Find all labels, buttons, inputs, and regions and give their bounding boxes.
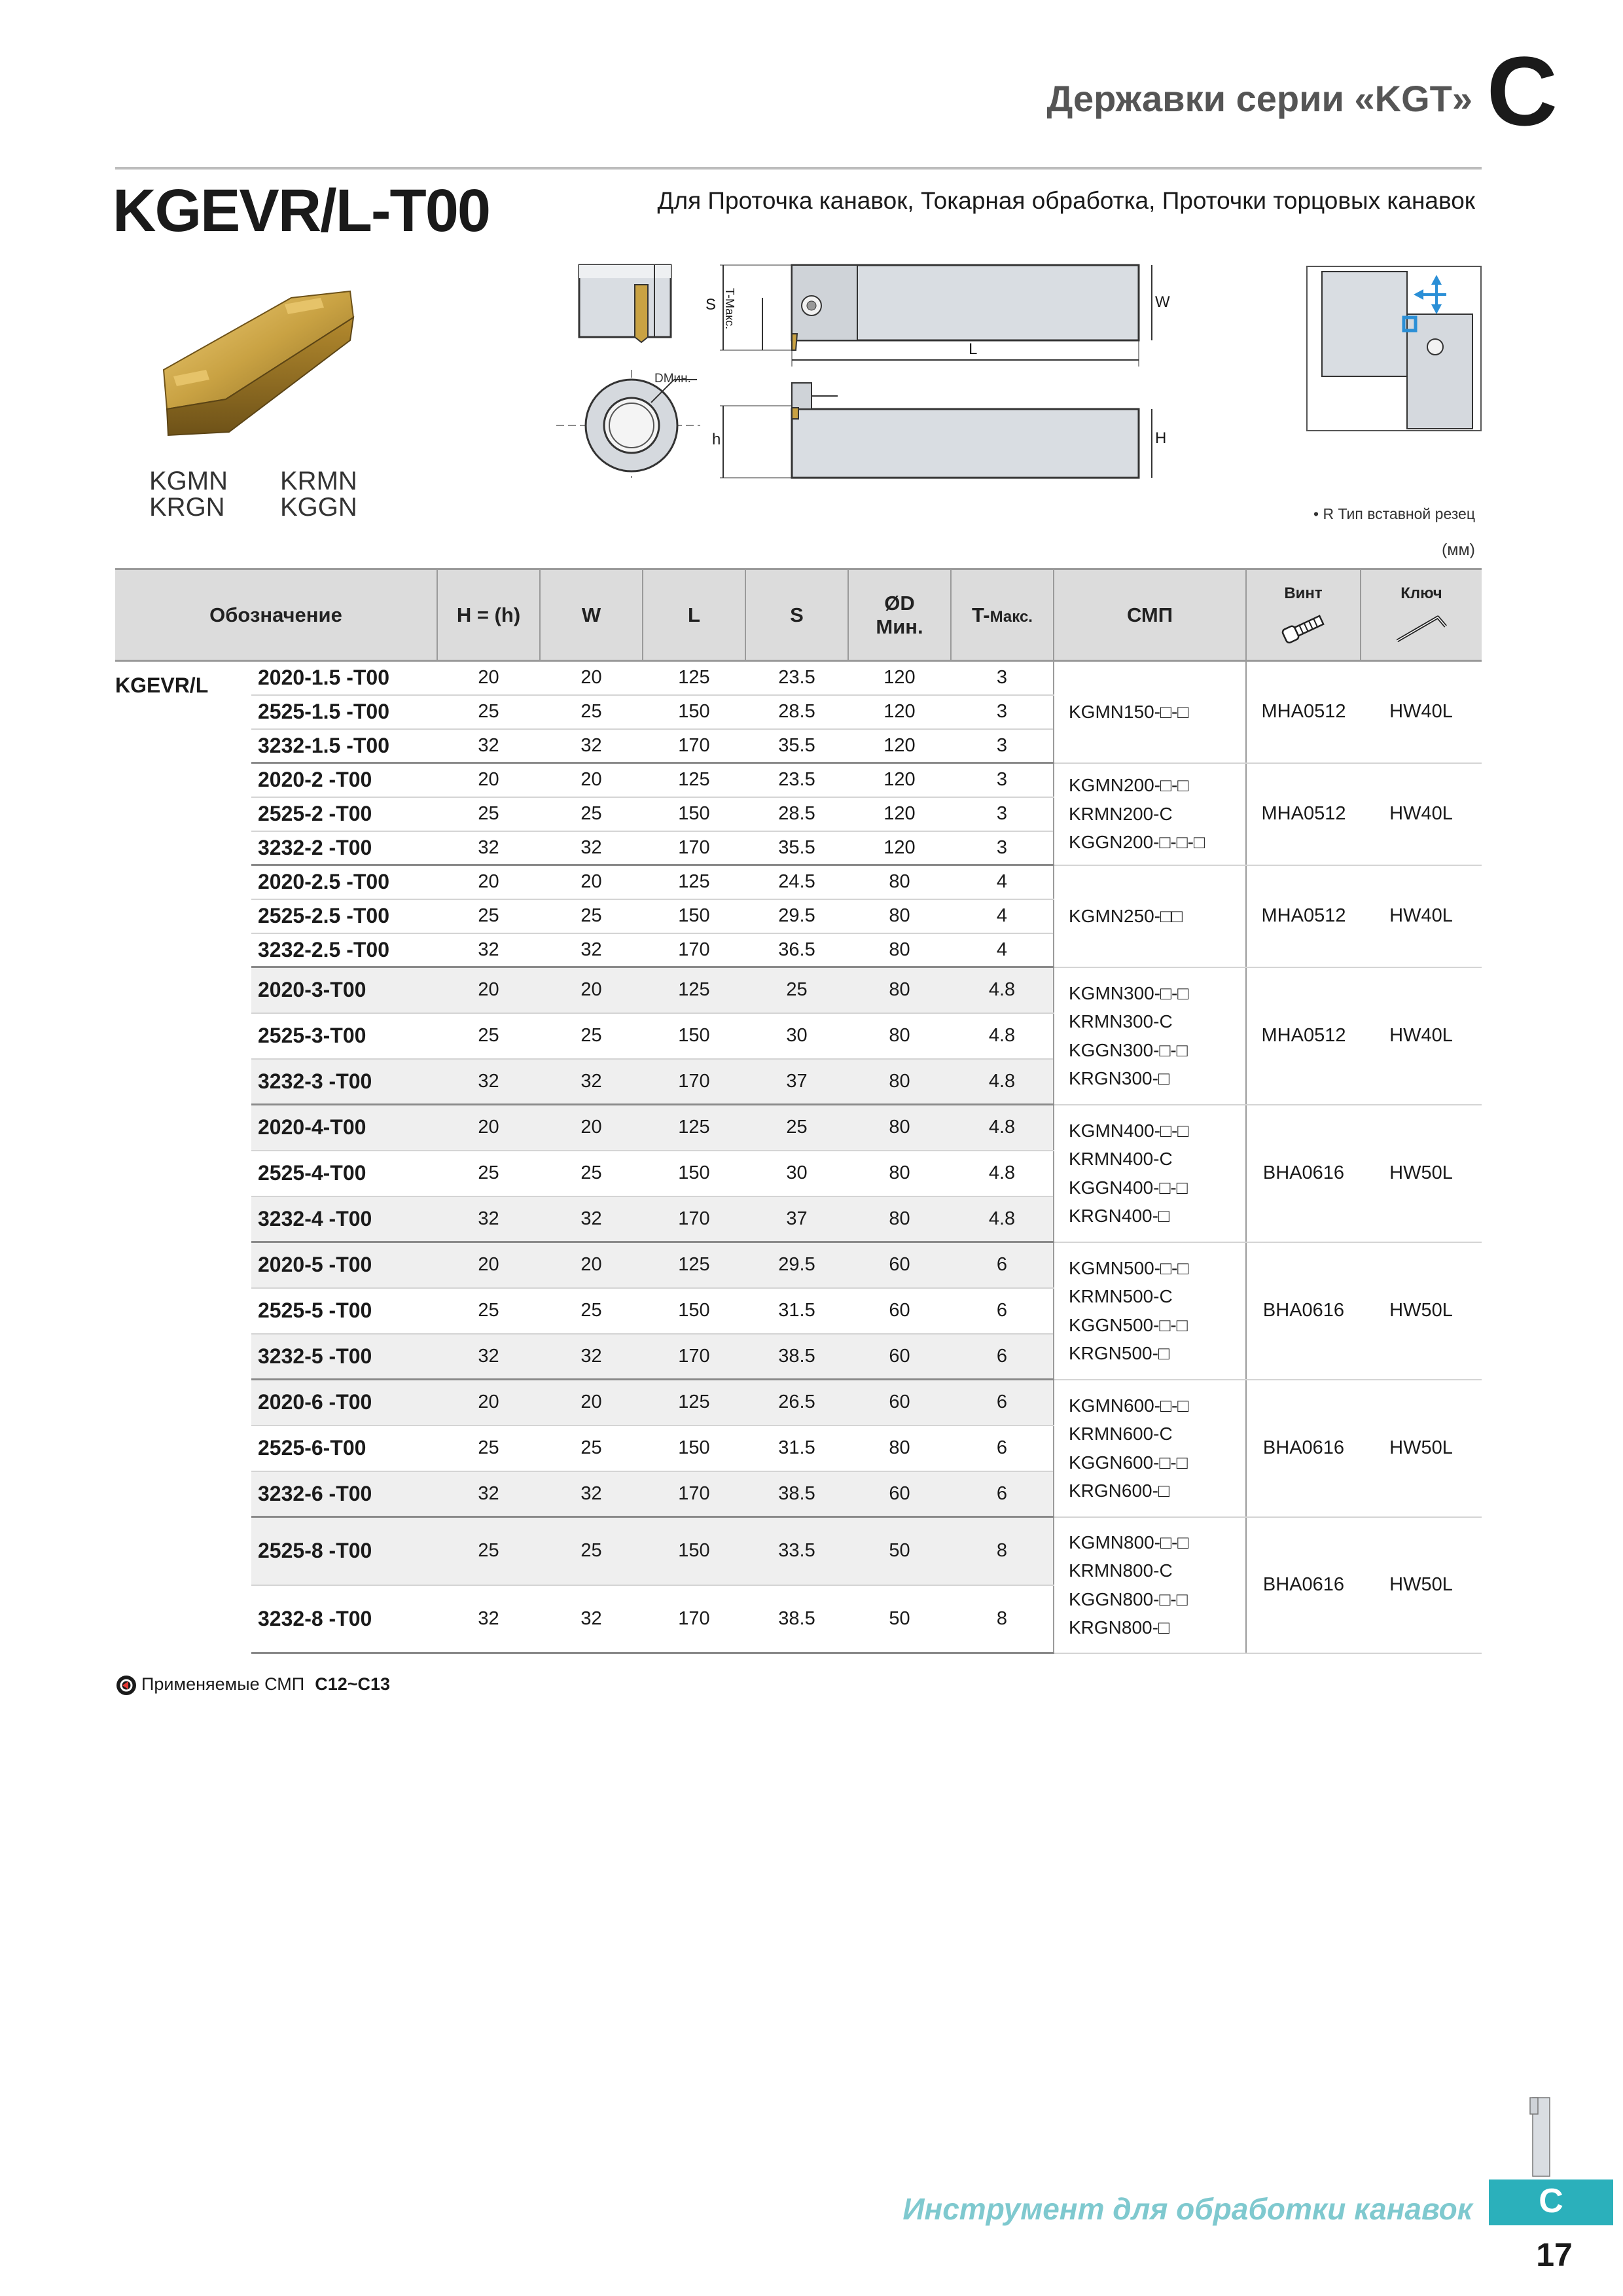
dimension-s: S: [705, 296, 717, 314]
insert-designation: KGMN600-□-□: [1069, 1395, 1189, 1416]
cell-d: 60: [848, 1288, 951, 1334]
cell-t: 3: [951, 831, 1054, 865]
cell-l: 170: [643, 831, 745, 865]
item-code: 2525-4-T00: [251, 1151, 437, 1196]
cell-l: 125: [643, 1380, 745, 1426]
cell-t: 3: [951, 661, 1054, 695]
cell-d: 80: [848, 899, 951, 933]
cell-l: 170: [643, 729, 745, 763]
cell-w: 32: [540, 729, 643, 763]
insert-code: KRMN: [280, 467, 357, 495]
item-code: 2525-2 -T00: [251, 797, 437, 831]
cell-d: 80: [848, 1426, 951, 1471]
screw-code: MHA0512: [1246, 865, 1361, 967]
cell-l: 170: [643, 1471, 745, 1517]
cell-h: 20: [437, 763, 540, 797]
header-s: S: [745, 569, 848, 661]
cell-s: 26.5: [745, 1380, 848, 1426]
cell-d: 80: [848, 1013, 951, 1059]
insert-designation: KRGN300-□: [1069, 1067, 1169, 1088]
compatible-inserts: [1054, 1242, 1246, 1380]
cell-t: 6: [951, 1242, 1054, 1288]
key-code: HW50L: [1361, 1242, 1482, 1380]
item-code: 3232-5 -T00: [251, 1334, 437, 1380]
cell-h: 25: [437, 695, 540, 729]
insert-designation: KGGN600-□-□: [1069, 1452, 1188, 1473]
cell-w: 32: [540, 1059, 643, 1105]
cell-h: 32: [437, 933, 540, 967]
cell-t: 6: [951, 1288, 1054, 1334]
screw-icon: [1277, 612, 1330, 645]
insert-designation: KGMN400-□-□: [1069, 1120, 1189, 1141]
cell-l: 125: [643, 1242, 745, 1288]
table-row: [115, 1242, 1482, 1288]
insert-designation: KRGN400-□: [1069, 1205, 1169, 1226]
table-row: [115, 661, 1482, 695]
item-code: 3232-4 -T00: [251, 1196, 437, 1242]
d-min-label: DМин.: [654, 372, 691, 386]
cell-s: 28.5: [745, 695, 848, 729]
cell-h: 32: [437, 1334, 540, 1380]
cell-d: 120: [848, 763, 951, 797]
cell-s: 28.5: [745, 797, 848, 831]
insert-designation: KGMN150-□-□: [1069, 702, 1189, 723]
footer-section-badge: C: [1489, 2179, 1613, 2225]
compatible-inserts: [1054, 1517, 1246, 1653]
insert-designation: KRMN800-C: [1069, 1560, 1173, 1581]
compatible-inserts: [1054, 763, 1246, 865]
insert-designation: KRMN300-C: [1069, 1011, 1173, 1032]
insert-designation: KRMN500-C: [1069, 1286, 1173, 1307]
cell-h: 20: [437, 1380, 540, 1426]
cell-l: 170: [643, 1334, 745, 1380]
header-smp: СМП: [1054, 569, 1246, 661]
cell-t: 4.8: [951, 1105, 1054, 1151]
insert-code: KGGN: [280, 493, 357, 522]
cell-w: 20: [540, 661, 643, 695]
item-code: 2020-2 -T00: [251, 763, 437, 797]
table-row: [115, 1105, 1482, 1151]
header-screw: [1246, 569, 1361, 661]
header-d-line2: Мин.: [876, 615, 923, 638]
screw-code: BHA0616: [1246, 1380, 1361, 1517]
cell-w: 20: [540, 967, 643, 1013]
item-code: 2525-6-T00: [251, 1426, 437, 1471]
cell-d: 60: [848, 1334, 951, 1380]
cell-d: 80: [848, 1105, 951, 1151]
key-code: HW40L: [1361, 661, 1482, 763]
cell-t: 3: [951, 763, 1054, 797]
key-code: HW40L: [1361, 763, 1482, 865]
cell-t: 6: [951, 1380, 1054, 1426]
item-code: 3232-1.5 -T00: [251, 729, 437, 763]
header-t-prefix: T-: [972, 603, 990, 626]
cell-l: 150: [643, 695, 745, 729]
cell-d: 80: [848, 865, 951, 899]
cell-w: 25: [540, 1013, 643, 1059]
insert-designation: KRMN200-C: [1069, 803, 1173, 824]
item-code: 2020-2.5 -T00: [251, 865, 437, 899]
screw-code: MHA0512: [1246, 661, 1361, 763]
cell-t: 4.8: [951, 1151, 1054, 1196]
footer-section-title: Инструмент для обработки канавок: [902, 2192, 1472, 2226]
item-code: 3232-6 -T00: [251, 1471, 437, 1517]
cell-t: 8: [951, 1585, 1054, 1653]
cell-w: 32: [540, 933, 643, 967]
header-key: [1361, 569, 1482, 661]
dimension-h-small: h: [712, 431, 721, 448]
cell-w: 20: [540, 1380, 643, 1426]
header-d-line1: ØD: [884, 591, 915, 615]
cell-d: 80: [848, 1196, 951, 1242]
header-screw-label: Винт: [1284, 584, 1323, 602]
cell-l: 150: [643, 1517, 745, 1585]
cell-d: 60: [848, 1471, 951, 1517]
cell-d: 120: [848, 797, 951, 831]
insert-designation: KGMN250-□□: [1069, 905, 1183, 926]
cell-s: 35.5: [745, 729, 848, 763]
table-row: [115, 1517, 1482, 1585]
cell-w: 20: [540, 1105, 643, 1151]
cell-t: 6: [951, 1426, 1054, 1471]
cell-w: 25: [540, 797, 643, 831]
key-code: HW40L: [1361, 967, 1482, 1105]
cell-d: 80: [848, 933, 951, 967]
section-title: Державки серии «KGT»: [1046, 78, 1472, 119]
cell-d: 120: [848, 729, 951, 763]
cell-l: 125: [643, 865, 745, 899]
cell-w: 32: [540, 1585, 643, 1653]
item-code: 2020-3-T00: [251, 967, 437, 1013]
cell-s: 25: [745, 967, 848, 1013]
cell-s: 29.5: [745, 1242, 848, 1288]
item-code: 2525-8 -T00: [251, 1517, 437, 1585]
cell-t: 4: [951, 899, 1054, 933]
item-code: 3232-2.5 -T00: [251, 933, 437, 967]
insert-designation: KRMN600-C: [1069, 1424, 1173, 1444]
cell-l: 170: [643, 1059, 745, 1105]
insert-designation: KGGN200-□-□-□: [1069, 832, 1205, 853]
cell-s: 37: [745, 1196, 848, 1242]
cell-t: 4.8: [951, 1059, 1054, 1105]
cell-h: 25: [437, 1013, 540, 1059]
insert-designation: KGGN300-□-□: [1069, 1039, 1188, 1060]
cell-t: 4: [951, 865, 1054, 899]
cell-d: 80: [848, 1151, 951, 1196]
cell-t: 6: [951, 1334, 1054, 1380]
cell-l: 170: [643, 933, 745, 967]
cell-l: 150: [643, 1426, 745, 1471]
cell-l: 150: [643, 797, 745, 831]
cell-s: 30: [745, 1151, 848, 1196]
cell-h: 20: [437, 1105, 540, 1151]
insert-designation: KRGN600-□: [1069, 1480, 1169, 1501]
insert-code: KGMN: [149, 467, 228, 495]
hex-key-icon: [1392, 612, 1451, 645]
cell-l: 125: [643, 1105, 745, 1151]
reference-arrow-icon: [115, 1674, 137, 1696]
cell-h: 20: [437, 1242, 540, 1288]
cell-w: 32: [540, 1471, 643, 1517]
cell-d: 80: [848, 1059, 951, 1105]
item-code: 2525-2.5 -T00: [251, 899, 437, 933]
cell-s: 38.5: [745, 1471, 848, 1517]
cell-s: 31.5: [745, 1426, 848, 1471]
cell-d: 120: [848, 661, 951, 695]
cell-s: 36.5: [745, 933, 848, 967]
item-code: 2020-1.5 -T00: [251, 661, 437, 695]
cell-t: 4.8: [951, 1013, 1054, 1059]
section-letter: C: [1486, 36, 1558, 146]
compatible-inserts: [1054, 1105, 1246, 1242]
insert-designation: KRGN500-□: [1069, 1342, 1169, 1363]
cell-s: 29.5: [745, 899, 848, 933]
specification-table: [115, 568, 1482, 1654]
cell-l: 170: [643, 1196, 745, 1242]
table-row: [115, 865, 1482, 899]
table-row: [115, 1380, 1482, 1426]
cell-s: 23.5: [745, 763, 848, 797]
table-row: [115, 967, 1482, 1013]
cell-h: 32: [437, 729, 540, 763]
application-view: [1306, 265, 1482, 432]
cell-d: 120: [848, 695, 951, 729]
header-divider: [115, 167, 1482, 170]
header-w: W: [540, 569, 643, 661]
item-code: 2020-5 -T00: [251, 1242, 437, 1288]
header-t-suffix: Макс.: [990, 607, 1033, 626]
cell-t: 3: [951, 797, 1054, 831]
item-code: 2525-3-T00: [251, 1013, 437, 1059]
cell-s: 38.5: [745, 1585, 848, 1653]
cell-d: 60: [848, 1242, 951, 1288]
table-row: [115, 763, 1482, 797]
compatible-inserts: [1054, 967, 1246, 1105]
header-l: L: [643, 569, 745, 661]
cell-w: 25: [540, 1426, 643, 1471]
cell-s: 35.5: [745, 831, 848, 865]
product-title: KGEVR/L-T00: [113, 177, 490, 244]
table-body: [115, 661, 1482, 1653]
cell-l: 150: [643, 1013, 745, 1059]
compatible-inserts: [1054, 661, 1246, 763]
screw-code: BHA0616: [1246, 1517, 1361, 1653]
cell-w: 25: [540, 1288, 643, 1334]
dimension-l: L: [969, 340, 978, 358]
cell-t: 6: [951, 1471, 1054, 1517]
screw-code: BHA0616: [1246, 1105, 1361, 1242]
cell-h: 25: [437, 899, 540, 933]
cell-t: 8: [951, 1517, 1054, 1585]
applicable-inserts-ref[interactable]: C12~C13: [315, 1674, 391, 1695]
holder-top-view: [700, 259, 1198, 484]
applicable-inserts-label: Применяемые СМП: [141, 1674, 305, 1695]
dimension-t-max: T-Макс.: [723, 288, 736, 330]
cell-w: 25: [540, 1151, 643, 1196]
cell-s: 33.5: [745, 1517, 848, 1585]
cell-w: 25: [540, 1517, 643, 1585]
series-name: KGEVR/L: [115, 673, 209, 697]
item-code: 3232-2 -T00: [251, 831, 437, 865]
cell-h: 20: [437, 661, 540, 695]
cell-d: 60: [848, 1380, 951, 1426]
cell-l: 125: [643, 763, 745, 797]
cell-l: 150: [643, 1151, 745, 1196]
cell-h: 20: [437, 865, 540, 899]
insert-designation: KGMN800-□-□: [1069, 1532, 1189, 1552]
header-key-label: Ключ: [1400, 584, 1442, 602]
r-type-note: • R Тип вставной резец: [1313, 505, 1475, 522]
cell-s: 30: [745, 1013, 848, 1059]
cell-h: 25: [437, 1151, 540, 1196]
item-code: 3232-8 -T00: [251, 1585, 437, 1653]
compatible-inserts: [1054, 1380, 1246, 1517]
insert-designation: KRMN400-C: [1069, 1149, 1173, 1170]
dimension-h: H: [1155, 429, 1167, 447]
cell-h: 20: [437, 967, 540, 1013]
cell-w: 32: [540, 1196, 643, 1242]
cell-w: 32: [540, 1334, 643, 1380]
cell-s: 23.5: [745, 661, 848, 695]
grooving-tool-thumbnail: [1525, 2094, 1558, 2179]
header-h: H = (h): [437, 569, 540, 661]
cell-s: 38.5: [745, 1334, 848, 1380]
applications-text: Для Проточка канавок, Токарная обработка, Проточки торцовых канавок: [657, 187, 1475, 214]
cell-l: 150: [643, 1288, 745, 1334]
insert-designation: KGMN200-□-□: [1069, 775, 1189, 796]
screw-code: MHA0512: [1246, 763, 1361, 865]
cell-s: 25: [745, 1105, 848, 1151]
insert-designation: KGGN400-□-□: [1069, 1177, 1188, 1198]
insert-code: KRGN: [149, 493, 225, 522]
page-number: 17: [1536, 2236, 1573, 2273]
cell-l: 125: [643, 661, 745, 695]
insert-designation: KGGN500-□-□: [1069, 1314, 1188, 1335]
dimension-w: W: [1155, 293, 1170, 311]
cell-w: 20: [540, 763, 643, 797]
cell-w: 32: [540, 831, 643, 865]
key-code: HW40L: [1361, 865, 1482, 967]
insert-designation: KGMN300-□-□: [1069, 982, 1189, 1003]
header-d: [848, 569, 951, 661]
key-code: HW50L: [1361, 1380, 1482, 1517]
cell-t: 3: [951, 695, 1054, 729]
cell-w: 20: [540, 865, 643, 899]
insert-designation: KGMN500-□-□: [1069, 1257, 1189, 1278]
cell-h: 32: [437, 1059, 540, 1105]
header-designation: Обозначение: [115, 569, 437, 661]
insert-image: [154, 278, 363, 442]
cell-t: 4.8: [951, 967, 1054, 1013]
cell-s: 24.5: [745, 865, 848, 899]
cell-d: 120: [848, 831, 951, 865]
item-code: 2525-1.5 -T00: [251, 695, 437, 729]
compatible-inserts: [1054, 865, 1246, 967]
screw-code: BHA0616: [1246, 1242, 1361, 1380]
cell-s: 37: [745, 1059, 848, 1105]
cell-s: 31.5: [745, 1288, 848, 1334]
cell-h: 25: [437, 797, 540, 831]
cell-w: 20: [540, 1242, 643, 1288]
key-code: HW50L: [1361, 1517, 1482, 1653]
cell-d: 80: [848, 967, 951, 1013]
cell-w: 25: [540, 695, 643, 729]
units-label: (мм): [1441, 541, 1475, 559]
cell-h: 25: [437, 1517, 540, 1585]
cell-l: 125: [643, 967, 745, 1013]
cell-l: 150: [643, 899, 745, 933]
item-code: 3232-3 -T00: [251, 1059, 437, 1105]
cell-h: 25: [437, 1288, 540, 1334]
cell-h: 32: [437, 831, 540, 865]
cell-h: 32: [437, 1196, 540, 1242]
key-code: HW50L: [1361, 1105, 1482, 1242]
cell-d: 50: [848, 1517, 951, 1585]
cell-h: 32: [437, 1471, 540, 1517]
header-t: [951, 569, 1054, 661]
cell-t: 4: [951, 933, 1054, 967]
item-code: 2525-5 -T00: [251, 1288, 437, 1334]
applicable-inserts-note: [115, 1674, 390, 1696]
cell-w: 25: [540, 899, 643, 933]
item-code: 2020-6 -T00: [251, 1380, 437, 1426]
item-code: 2020-4-T00: [251, 1105, 437, 1151]
cell-d: 50: [848, 1585, 951, 1653]
insert-designation: KGGN800-□-□: [1069, 1588, 1188, 1609]
cell-l: 170: [643, 1585, 745, 1653]
insert-designation: KRGN800-□: [1069, 1617, 1169, 1638]
cell-t: 4.8: [951, 1196, 1054, 1242]
cell-h: 32: [437, 1585, 540, 1653]
cell-h: 25: [437, 1426, 540, 1471]
screw-code: MHA0512: [1246, 967, 1361, 1105]
cell-t: 3: [951, 729, 1054, 763]
